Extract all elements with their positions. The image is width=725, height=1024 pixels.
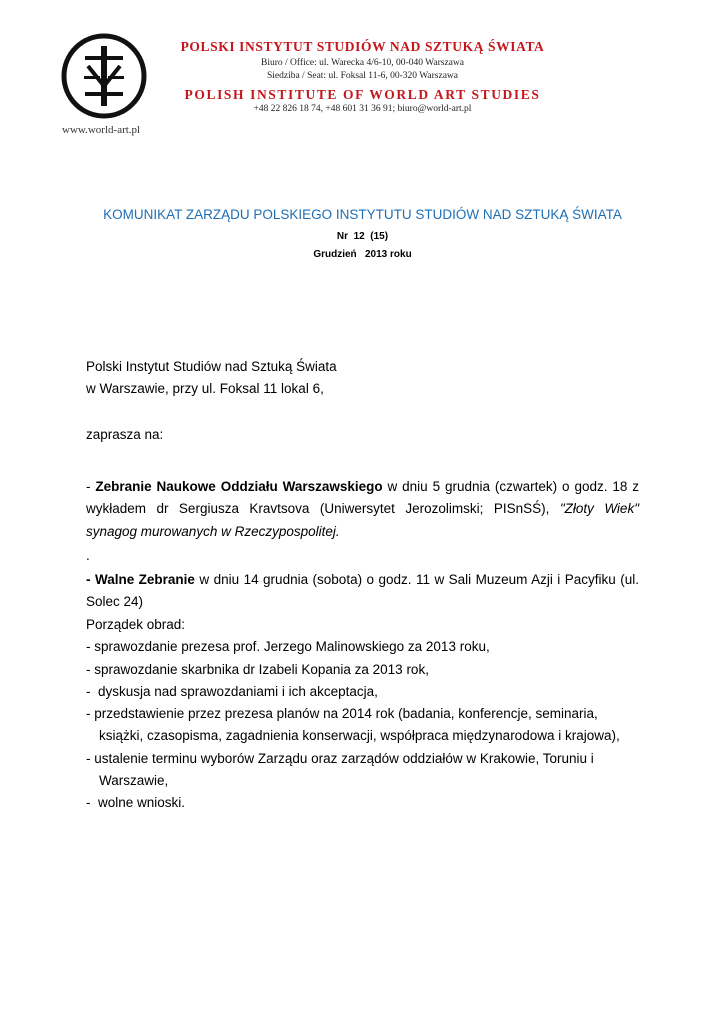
meeting2-title: - Walne Zebranie — [86, 572, 195, 587]
contact-info: +48 22 826 18 74, +48 601 31 36 91; biuro@world-art.pl — [253, 104, 472, 114]
website-link[interactable]: www.world-art.pl — [62, 124, 141, 136]
office-address: Biuro / Office: ul. Warecka 4/6-10, 00-040 Warszawa — [261, 58, 464, 68]
institute-line: Polski Instytut Studiów nad Sztuką Świata — [86, 359, 337, 374]
meeting2-line1 — [86, 569, 639, 591]
institute-logo — [60, 32, 148, 120]
seat-address: Siedziba / Seat: ul. Foksal 11-6, 00-320 Warszawa — [266, 71, 459, 81]
invitation-text: zaprasza na: — [86, 427, 164, 442]
announcement-number: Nr 12 (15) — [336, 231, 389, 242]
agenda-item-continued: Warszawie, — [99, 773, 169, 789]
institute-name-en: POLISH INSTITUTE OF WORLD ART STUDIES — [184, 87, 541, 102]
scientific-meeting — [86, 476, 639, 543]
dash: - — [86, 479, 96, 494]
meeting1-line1 — [86, 476, 639, 498]
agenda-item-continued: książki, czasopisma, zagadnienia konserwacji, współpraca międzynarodowa i krajowa), — [99, 728, 620, 744]
institute-name-pl: POLSKI INSTYTUT STUDIÓW NAD SZTUKĄ ŚWIATA — [180, 39, 545, 54]
agenda-item: - sprawozdanie prezesa prof. Jerzego Malinowskiego za 2013 roku, — [86, 639, 490, 655]
agenda-item: - sprawozdanie skarbnika dr Izabeli Kopania za 2013 rok, — [86, 661, 429, 677]
agenda-item: - dyskusja nad sprawozdaniami i ich akceptacja, — [86, 683, 378, 699]
agenda-item: - wolne wnioski. — [86, 795, 186, 811]
meeting1-title: Zebranie Naukowe Oddziału Warszawskiego — [95, 479, 383, 494]
separator-dot: . — [86, 548, 90, 563]
agenda-title: Porządek obrad: — [86, 617, 186, 632]
lecture-title-b: synagog murowanych w Rzeczypospolitej. — [86, 523, 340, 539]
institute-address-block — [86, 356, 639, 401]
address-line: w Warszawie, przy ul. Foksal 11 lokal 6, — [86, 381, 324, 397]
general-assembly — [86, 569, 639, 614]
agenda-item: - ustalenie terminu wyborów Zarządu oraz zarządów oddziałów w Krakowie, Toruniu i — [86, 750, 594, 766]
announcement-title: KOMUNIKAT ZARZĄDU POLSKIEGO INSTYTUTU STUDIÓW NAD SZTUKĄ ŚWIATA — [103, 207, 622, 222]
meeting1-line2 — [86, 498, 639, 520]
meeting2-details: w dniu 14 grudnia (sobota) o godz. 11 w Sali Muzeum Azji i Pacyfiku (ul. — [194, 572, 639, 587]
announcement-date: Grudzień 2013 roku — [313, 249, 412, 260]
lecture-title-a: "Złoty Wiek" — [559, 501, 639, 517]
lecture-info: wykładem dr Sergiusza Kravtsova (Uniwersytet Jerozolimski; PISnSŚ), — [86, 501, 560, 517]
meeting2-line2: Solec 24) — [86, 594, 144, 610]
agenda — [86, 614, 639, 815]
agenda-item: - przedstawienie przez prezesa planów na 2014 rok (badania, konferencje, seminaria, — [86, 706, 598, 722]
meeting1-details: w dniu 5 grudnia (czwartek) o godz. 18 z — [382, 479, 640, 494]
